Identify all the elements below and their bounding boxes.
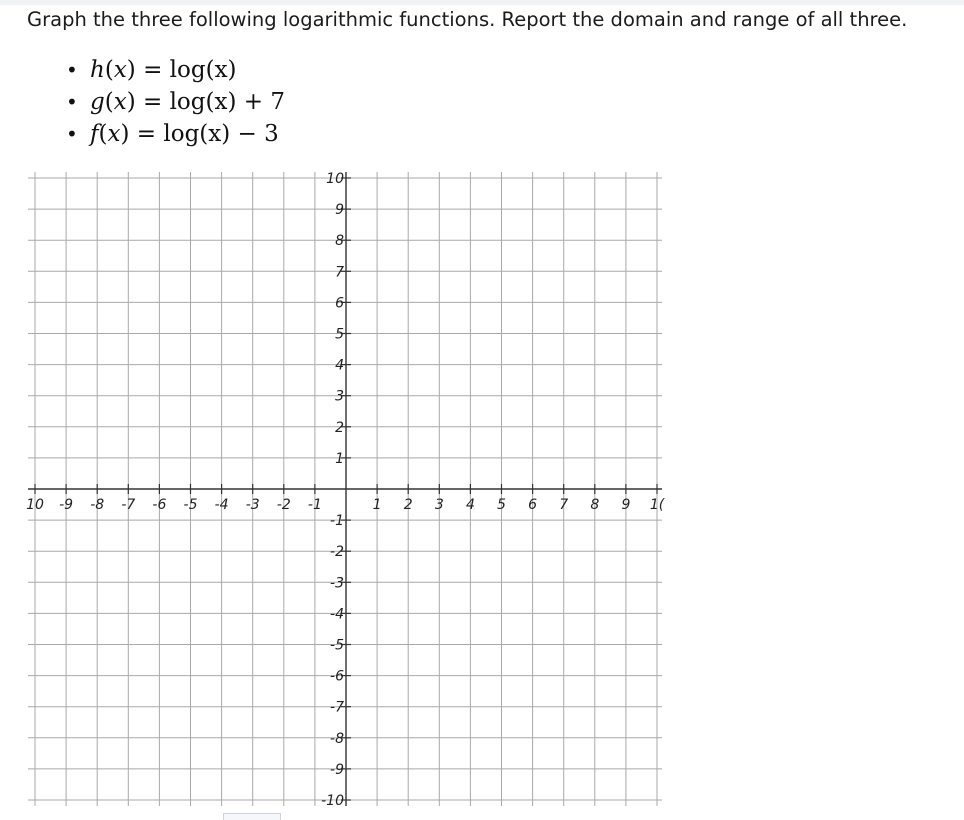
y-tick-label: -3 bbox=[330, 575, 344, 592]
x-tick-label: -8 bbox=[90, 497, 105, 513]
x-tick-label: 3 bbox=[434, 497, 444, 513]
y-tick-label: 7 bbox=[335, 264, 344, 281]
x-tick-label: -4 bbox=[214, 497, 229, 513]
x-tick-label: -6 bbox=[152, 497, 167, 513]
x-tick-label: -7 bbox=[121, 497, 136, 513]
graph-canvas[interactable] bbox=[0, 160, 680, 820]
y-tick-label: -5 bbox=[330, 637, 344, 654]
y-tick-label: 5 bbox=[335, 326, 344, 343]
y-tick-label: 3 bbox=[335, 388, 344, 405]
y-tick-label: 8 bbox=[335, 233, 344, 250]
question-prompt: Graph the three following logarithmic functions. Report the domain and range of all three. bbox=[27, 8, 908, 31]
function-item-f: • f(x) = log(x) − 3 bbox=[62, 118, 285, 150]
x-tick-label: -2 bbox=[276, 497, 291, 513]
y-tick-label: 2 bbox=[335, 419, 344, 436]
x-tick-label: 10 bbox=[26, 497, 44, 513]
x-tick-label: 7 bbox=[559, 497, 569, 513]
function-rhs: log(x) − 3 bbox=[163, 121, 279, 147]
y-tick-label: 10 bbox=[326, 171, 344, 187]
function-list bbox=[62, 54, 285, 150]
y-tick-label: -9 bbox=[330, 761, 344, 778]
y-tick-label: 6 bbox=[335, 295, 344, 312]
x-tick-label: -9 bbox=[59, 497, 74, 513]
y-tick-label: -4 bbox=[330, 606, 344, 623]
y-tick-label: 9 bbox=[335, 202, 344, 219]
x-tick-label: 8 bbox=[590, 497, 600, 513]
y-tick-label: -8 bbox=[330, 730, 344, 747]
bullet-icon: • bbox=[66, 90, 78, 114]
function-name: h bbox=[90, 57, 105, 83]
bullet-icon: • bbox=[66, 122, 78, 146]
graph-tool-button[interactable] bbox=[223, 813, 281, 820]
x-tick-label: 1( bbox=[649, 497, 665, 513]
function-item-g: • g(x) = log(x) + 7 bbox=[62, 86, 285, 118]
x-tick-label: 6 bbox=[528, 497, 538, 513]
function-var: x bbox=[107, 121, 121, 147]
y-tick-label: -7 bbox=[330, 699, 344, 716]
x-tick-label: -5 bbox=[183, 497, 198, 513]
y-tick-label: 1 bbox=[335, 450, 344, 467]
x-tick-label: 9 bbox=[621, 497, 631, 513]
function-name: f bbox=[90, 121, 99, 147]
function-var: x bbox=[113, 89, 127, 115]
y-tick-label: 4 bbox=[335, 357, 344, 374]
y-tick-label: -2 bbox=[330, 544, 344, 561]
x-tick-label: -1 bbox=[307, 497, 322, 513]
function-var: x bbox=[113, 57, 127, 83]
function-rhs: log(x) bbox=[169, 57, 237, 83]
x-tick-label: 2 bbox=[403, 497, 413, 513]
function-rhs: log(x) + 7 bbox=[169, 89, 285, 115]
top-bar bbox=[0, 0, 964, 5]
x-tick-label: -3 bbox=[245, 497, 260, 513]
y-tick-label: -6 bbox=[330, 668, 344, 685]
function-item-h: • h(x) = log(x) bbox=[62, 54, 285, 86]
bullet-icon: • bbox=[66, 58, 78, 82]
x-tick-label: 1 bbox=[372, 497, 382, 513]
y-tick-label: -10 bbox=[321, 793, 344, 809]
x-tick-label: 4 bbox=[465, 497, 475, 513]
y-tick-label: -1 bbox=[330, 513, 344, 530]
function-name: g bbox=[90, 89, 105, 115]
x-tick-label: 5 bbox=[497, 497, 506, 513]
